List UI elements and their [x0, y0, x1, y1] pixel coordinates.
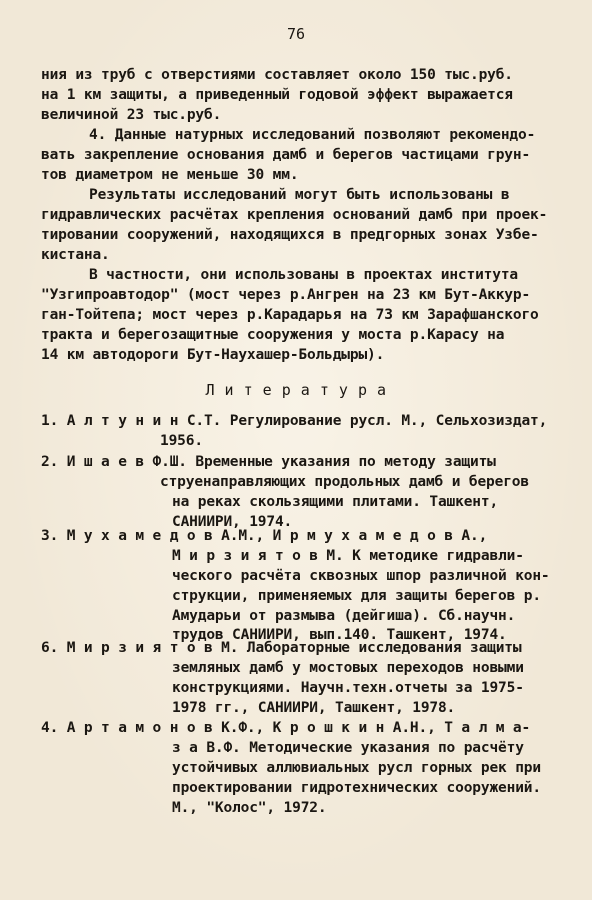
body-line: вать закрепление основания дамб и берегов частицами грун-	[41, 147, 531, 163]
body-line: тракта и берегозащитные сооружения у моста р.Карасу на	[41, 327, 505, 343]
reference-line: М и р з и я т о в М. К методике гидравли-	[172, 548, 524, 564]
body-line: гидравлических расчётах крепления оснований дамб при проек-	[41, 207, 548, 223]
reference-line: САНИИРИ, 1974.	[172, 514, 293, 530]
reference-line: з а В.Ф. Методические указания по расчёту	[172, 740, 524, 756]
body-line: 14 км автодороги Бут-Наухашер-Больдыры).	[41, 347, 385, 363]
body-line: на 1 км защиты, а приведенный годовой эффект выражается	[41, 87, 513, 103]
reference-line: 1956.	[160, 433, 203, 449]
body-line: ния из труб с отверстиями составляет около 150 тыс.руб.	[41, 67, 513, 83]
reference-line: 4. А р т а м о н о в К.Ф., К р о ш к и н А.Н., Т а л м а-	[41, 720, 531, 736]
literature-heading: Л и т е р а т у р а	[205, 381, 387, 399]
body-line: ган-Тойтепа; мост через р.Карадарья на 73 км Зарафшанского	[41, 307, 539, 323]
body-line: кистана.	[41, 247, 110, 263]
body-line: величиной 23 тыс.руб.	[41, 107, 222, 123]
reference-line: конструкциями. Научн.техн.отчеты за 1975-	[172, 680, 524, 696]
body-line: "Узгипроавтодор" (мост через р.Ангрен на 23 км Бут-Аккур-	[41, 287, 531, 303]
reference-line: земляных дамб у мостовых переходов новыми	[172, 660, 524, 676]
reference-line: 2. И ш а е в Ф.Ш. Временные указания по методу защиты	[41, 454, 496, 470]
page-number: 76	[286, 25, 306, 43]
reference-line: ческого расчёта сквозных шпор различной кон-	[172, 568, 550, 584]
reference-line: 1978 гг., САНИИРИ, Ташкент, 1978.	[172, 700, 456, 716]
body-line: В частности, они использованы в проектах института	[89, 267, 518, 283]
body-line: Результаты исследований могут быть использованы в	[89, 187, 510, 203]
body-line: тов диаметром не меньше 30 мм.	[41, 167, 299, 183]
reference-line: Амударьи от размыва (дейгиша). Сб.научн.	[172, 608, 516, 624]
reference-line: струкции, применяемых для защиты берегов р.	[172, 588, 541, 604]
reference-line: проектировании гидротехнических сооружений.	[172, 780, 541, 796]
body-line: 4. Данные натурных исследований позволяют рекомендо-	[89, 127, 536, 143]
body-line: тировании сооружений, находящихся в предгорных зонах Узбе-	[41, 227, 539, 243]
reference-line: струенаправляющих продольных дамб и берегов	[160, 474, 529, 490]
reference-line: устойчивых аллювиальных русл горных рек при	[172, 760, 541, 776]
reference-line: 6. М и р з и я т о в М. Лабораторные исследования защиты	[41, 640, 522, 656]
reference-line: 3. М у х а м е д о в А.М., И р м у х а м е д о в А.,	[41, 528, 488, 544]
reference-line: на реках скользящими плитами. Ташкент,	[172, 494, 499, 510]
reference-line: 1. А л т у н и н С.Т. Регулирование русл. М., Сельхозиздат,	[41, 413, 548, 429]
reference-line: трудов САНИИРИ, вып.140. Ташкент, 1974.	[172, 627, 507, 643]
reference-line: М., "Колос", 1972.	[172, 800, 327, 816]
